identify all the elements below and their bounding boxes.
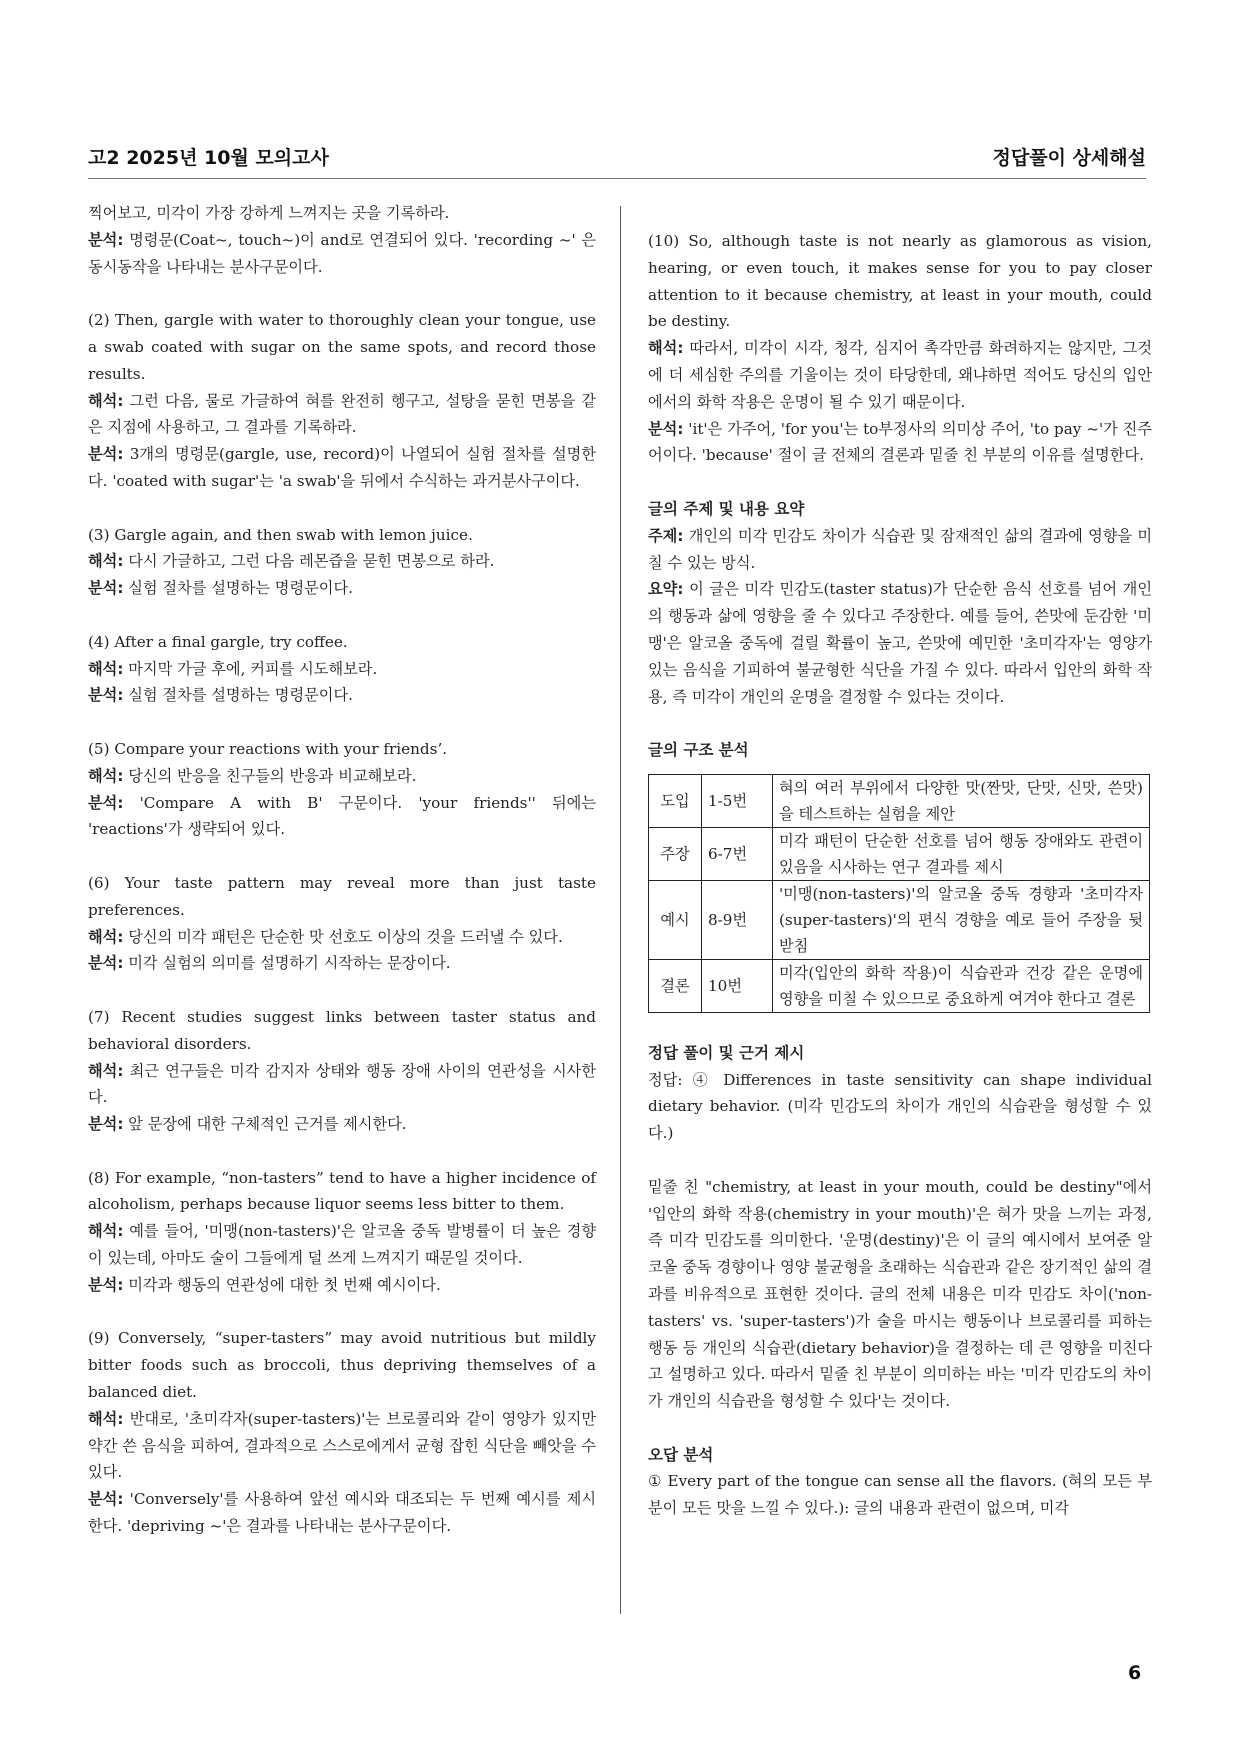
table-row: [649, 959, 1150, 1012]
section-title: 정답풀이 상세해설: [992, 147, 1146, 169]
sentence-analysis: 분석: 'it'은 가주어, 'for you'는 to부정사의 의미상 주어, 'to pay ~'가 진주어이다. 'because' 절이 글 전체의 결론과 밑줄 친 부분의 이유를 설명한다.: [648, 419, 1152, 465]
intro-analysis: 분석: 명령문(Coat~, touch~)이 and로 연결되어 있다. 'recording ~' 은 동시동작을 나타내는 분사구문이다.: [88, 230, 596, 276]
table-cell-desc: 미각 패턴이 단순한 선호를 넘어 행동 장애와도 관련이 있음을 시사하는 연구 결과를 제시: [773, 827, 1150, 880]
sentence-translation: 해석: 다시 가글하고, 그런 다음 레몬즙을 묻힌 면봉으로 하라.: [88, 552, 495, 571]
answer-text: 정답: ④ Differences in taste sensitivity can shape individual dietary behavior. (미각 민감도의 차이가 개인의 식습관을 형성할 수 있다.): [648, 1070, 1152, 1143]
sentence-translation: 해석: 그런 다음, 물로 가글하여 혀를 완전히 헹구고, 설탕을 묻힌 면봉을 같은 지점에 사용하고, 그 결과를 기록하라.: [88, 391, 596, 437]
sentence-block-9: [88, 1325, 596, 1539]
summary-text: 요약: 이 글은 미각 민감도(taster status)가 단순한 음식 선호를 넘어 개인의 행동과 삶에 영향을 줄 수 있다고 주장한다. 예를 들어, 쓴맛에 둔감한 '미맹'은 알코올 중독에 걸릴 확률이 높고, 쓴맛에 예민한 '초미각자'는 영양가 있는 음식을 기피하여 불균형한 식단을 가질 수 있다. 따라서 입안의 화학 작용, 즉 미각이 개인의 운명을 결정할 수 있다는 것이다.: [648, 580, 1152, 706]
topic-summary-section: [648, 496, 1152, 710]
sentence-translation: 해석: 반대로, '초미각자(super-tasters)'는 브로콜리와 같이 영양가 있지만 약간 쓴 음식을 피하여, 결과적으로 스스로에게서 균형 잡힌 식단을 빼앗을 수 있다.: [88, 1409, 596, 1482]
theme-text: 주제: 개인의 미각 민감도 차이가 식습관 및 잠재적인 삶의 결과에 영향을 미칠 수 있는 방식.: [648, 526, 1153, 572]
sentence-english: (2) Then, gargle with water to thoroughly clean your tongue, use a swab coated with sugar on the same spots, and record those results.: [88, 311, 596, 383]
sentence-analysis: 분석: 'Compare A with B' 구문이다. 'your friends'' 뒤에는 'reactions'가 생략되어 있다.: [88, 793, 597, 839]
answer-explanation: 밑줄 친 "chemistry, at least in your mouth, could be destiny"에서 '입안의 화학 작용(chemistry in your mouth)'은 혀가 맛을 느끼는 과정, 즉 미각 민감도를 의미한다. '운명(destiny)'은 이 글의 예시에서 보여준 알코올 중독 경향이나 영양 불균형을 초래하는 식습관과 같은 장기적인 삶의 결과를 비유적으로 표현한 것이다. 글의 전체 내용은 미각 민감도 차이('non-tasters' vs. 'super-tasters')가 술을 마시는 행동이나 브로콜리를 피하는 행동 등 개인의 식습관(dietary behavior)을 결정하는 데 큰 영향을 미친다고 설명하고 있다. 따라서 밑줄 친 부분이 의미하는 바는 '미각 민감도의 차이가 개인의 식습관을 형성할 수 있다'는 것이다.: [648, 1177, 1152, 1411]
table-cell-range: 8-9번: [702, 880, 773, 959]
analysis-label: 분석:: [88, 230, 124, 249]
sentence-block-3: [88, 522, 596, 602]
table-cell-part: 도입: [649, 774, 702, 827]
sentence-block-6: [88, 870, 596, 977]
intro-translation: 찍어보고, 미각이 가장 강하게 느껴지는 곳을 기록하라.: [88, 204, 450, 222]
page-number: 6: [1128, 1662, 1142, 1684]
sentence-block-5: [88, 736, 596, 843]
table-cell-part: 주장: [649, 827, 702, 880]
sentence-translation: 해석: 당신의 반응을 친구들의 반응과 비교해보라.: [88, 766, 417, 785]
sentence-analysis: 분석: 앞 문장에 대한 구체적인 근거를 제시한다.: [88, 1115, 407, 1134]
page-header: [88, 143, 1146, 179]
structure-section: [648, 737, 1152, 1013]
sentence-analysis: 분석: 실험 절차를 설명하는 명령문이다.: [88, 686, 353, 705]
sentence-block-4: [88, 629, 596, 709]
wrong-answer-item-1: ① Every part of the tongue can sense all the flavors. (혀의 모든 부분이 모든 맛을 느낄 수 있다.): 글의 내용과 관련이 없으며, 미각: [648, 1472, 1152, 1518]
sentence-translation: 해석: 당신의 미각 패턴은 단순한 맛 선호도 이상의 것을 드러낼 수 있다.: [88, 927, 563, 946]
sentence-english: (9) Conversely, “super-tasters” may avoid nutritious but mildly bitter foods such as broccoli, thus depriving themselves of a balanced diet.: [88, 1329, 596, 1402]
table-cell-part: 결론: [649, 959, 702, 1012]
sentence-translation: 해석: 마지막 가글 후에, 커피를 시도해보라.: [88, 659, 378, 678]
sentence-english: (10) So, although taste is not nearly as glamorous as vision, hearing, or even touch, it makes sense for you to pay closer attention to it because chemistry, at least in your mouth, could be destiny.: [648, 232, 1152, 331]
left-column: [88, 200, 596, 1540]
section-heading: 글의 구조 분석: [648, 741, 749, 760]
sentence-block-7: [88, 1004, 596, 1138]
sentence-translation: 해석: 따라서, 미각이 시각, 청각, 심지어 촉각만큼 화려하지는 않지만, 그것에 더 세심한 주의를 기울이는 것이 타당한데, 왜냐하면 적어도 당신의 입안에서의 화학 작용은 운명이 될 수 있기 때문이다.: [648, 339, 1152, 411]
right-column: [648, 228, 1152, 1522]
table-row: [649, 774, 1150, 827]
sentence-english: (3) Gargle again, and then swab with lemon juice.: [88, 525, 473, 544]
sentence-translation: 해석: 최근 연구들은 미각 감지자 상태와 행동 장애 사이의 연관성을 시사한다.: [88, 1061, 596, 1107]
sentence-block-8: [88, 1165, 596, 1299]
sentence-analysis: 분석: 미각과 행동의 연관성에 대한 첫 번째 예시이다.: [88, 1275, 441, 1294]
sentence-translation: 해석: 예를 들어, '미맹(non-tasters)'은 알코올 중독 발병률이 더 높은 경향이 있는데, 아마도 술이 그들에게 덜 쓰게 느껴지기 때문일 것이다.: [88, 1222, 596, 1268]
sentence-analysis: 분석: 미각 실험의 의미를 설명하기 시작하는 문장이다.: [88, 954, 451, 973]
sentence-analysis: 분석: 3개의 명령문(gargle, use, record)이 나열되어 실험 절차를 설명한다. 'coated with sugar'는 'a swab'을 뒤에서 수식하는 과거분사구이다.: [88, 445, 597, 490]
sentence-analysis: 분석: 'Conversely'를 사용하여 앞선 예시와 대조되는 두 번째 예시를 제시한다. 'depriving ~'은 결과를 나타내는 분사구문이다.: [88, 1490, 596, 1536]
sentence-english: (4) After a final gargle, try coffee.: [88, 632, 348, 651]
section-heading: 오답 분석: [648, 1445, 714, 1464]
answer-section: [648, 1040, 1152, 1415]
structure-table: [648, 774, 1150, 1013]
sentence-english: (5) Compare your reactions with your friends’.: [88, 739, 448, 758]
table-cell-desc: 미각(입안의 화학 작용)이 식습관과 건강 같은 운명에 영향을 미칠 수 있으므로 중요하게 여겨야 한다고 결론: [773, 959, 1150, 1012]
sentence-english: (6) Your taste pattern may reveal more than just taste preferences.: [88, 873, 596, 919]
sentence-english: (8) For example, “non-tasters” tend to have a higher incidence of alcoholism, perhaps because liquor seems less bitter to them.: [88, 1168, 596, 1214]
section-heading: 글의 주제 및 내용 요약: [648, 499, 805, 518]
sentence-block-2: [88, 307, 596, 495]
sentence-block-10: [648, 228, 1152, 469]
exam-title: 고2 2025년 10월 모의고사: [88, 147, 329, 169]
sentence-english: (7) Recent studies suggest links between taster status and behavioral disorders.: [88, 1007, 596, 1053]
table-cell-desc: '미맹(non-tasters)'의 알코올 중독 경향과 '초미각자(super-tasters)'의 편식 경향을 예로 들어 주장을 뒷받침: [773, 880, 1150, 959]
table-cell-range: 6-7번: [702, 827, 773, 880]
sentence-analysis: 분석: 실험 절차를 설명하는 명령문이다.: [88, 579, 353, 598]
table-cell-range: 10번: [702, 959, 773, 1012]
table-cell-part: 예시: [649, 880, 702, 959]
section-heading: 정답 풀이 및 근거 제시: [648, 1043, 805, 1062]
table-cell-range: 1-5번: [702, 774, 773, 827]
table-cell-desc: 혀의 여러 부위에서 다양한 맛(짠맛, 단맛, 신맛, 쓴맛)을 테스트하는 실험을 제안: [773, 774, 1150, 827]
column-divider: [620, 206, 621, 1614]
header-divider: [88, 178, 1146, 179]
wrong-answer-section: [648, 1442, 1152, 1522]
table-row: [649, 880, 1150, 959]
table-row: [649, 827, 1150, 880]
